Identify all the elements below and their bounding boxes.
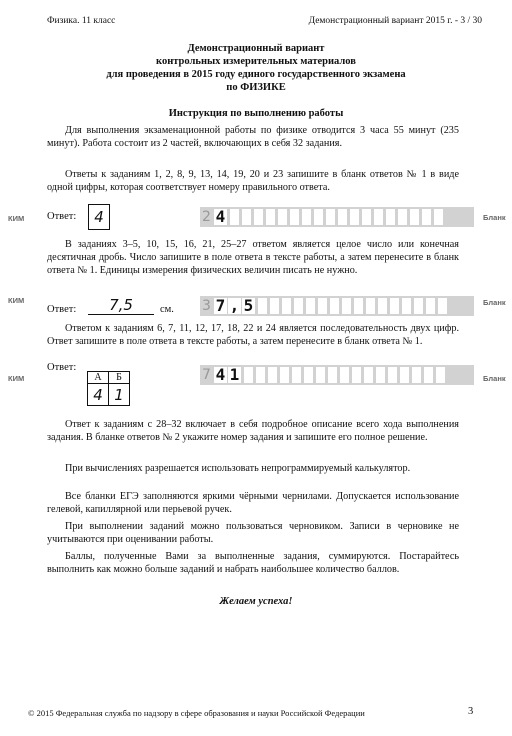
header-right: Демонстрационный вариант 2015 г. - 3 / 30 [308, 16, 482, 26]
answer-cell-a: 4 [88, 384, 109, 406]
answer-field: 7,5 [88, 296, 154, 315]
answer-box: 4 [88, 204, 110, 230]
answer-table [87, 371, 130, 406]
title-line-2: контрольных измерительных материалов [156, 56, 356, 67]
paragraph-5: Ответ к заданиям с 28–32 включает в себя подробное описание всего хода выполнения задания. В бланке ответов № 2 укажите номер задания и запишите его полное решение. [47, 419, 459, 443]
sheet-value: 4 [215, 207, 226, 226]
paragraph-3: В заданиях 3–5, 10, 15, 16, 21, 25–27 ответом является целое число или конечная десятичная дробь. Число запишите в поле ответа в тексте работы, а затем перенесите в бланк ответа № 1. Единицы измерения физических величин писать не нужно. [47, 239, 459, 276]
footer-copyright: © 2015 Федеральная служба по надзору в сфере образования и науки Российской Федерации [28, 708, 365, 718]
blank-label: Бланк [483, 298, 506, 307]
answer-sheet-strip [200, 365, 474, 385]
sheet-value: 7 [215, 296, 226, 315]
title-line-4: по ФИЗИКЕ [226, 82, 286, 93]
paragraph-9: Баллы, полученные Вами за выполненные задания, суммируются. Постарайтесь выполнить как можно больше заданий и набрать наибольшее количество баллов. [47, 551, 459, 575]
task-number: 3 [202, 298, 211, 314]
paragraph-2: Ответы к заданиям 1, 2, 8, 9, 13, 14, 19, 20 и 23 запишите в бланк ответов № 1 в виде одной цифры, которая соответствует номеру правильного ответа. [47, 169, 459, 193]
sheet-value: 1 [229, 365, 240, 384]
answer-cell-b: 1 [109, 384, 130, 406]
paragraph-1: Для выполнения экзаменационной работы по физике отводится 3 часа 55 минут (235 минут). Работа состоит из 2 частей, включающих в себя 32 задания. [47, 125, 459, 149]
kim-label: КИМ [8, 374, 25, 383]
column-b-header: Б [109, 372, 130, 384]
title-line-3: для проведения в 2015 году единого государственного экзамена [106, 69, 406, 80]
closing-wish: Желаем успеха! [219, 596, 293, 607]
answer-label: Ответ: [47, 362, 77, 373]
blank-label: Бланк [483, 374, 506, 383]
kim-label: КИМ [8, 296, 25, 305]
answer-label: Ответ: [47, 211, 77, 222]
paragraph-7: Все бланки ЕГЭ заполняются яркими чёрными чернилами. Допускается использование гелевой, капиллярной или перьевой ручек. [47, 491, 459, 515]
paragraph-4: Ответом к заданиям 6, 7, 11, 12, 17, 18, 22 и 24 является последовательность двух цифр. Ответ запишите в поле ответа в тексте работы, а затем перенесите в бланк ответа № 1. [47, 323, 459, 347]
blank-label: Бланк [483, 213, 506, 222]
page-number: 3 [468, 706, 474, 717]
header-left: Физика. 11 класс [47, 16, 116, 26]
paragraph-8: При выполнении заданий можно пользоваться черновиком. Записи в черновике не учитываются при оценивании работы. [47, 521, 459, 545]
sheet-value: , [229, 296, 240, 315]
title-line-1: Демонстрационный вариант [187, 43, 325, 54]
kim-label: КИМ [8, 214, 25, 223]
paragraph-6: При вычислениях разрешается использовать непрограммируемый калькулятор. [65, 463, 411, 474]
answer-sheet-strip [200, 296, 474, 316]
sheet-value: 4 [215, 365, 226, 384]
sheet-value: 5 [243, 296, 254, 315]
document-title [0, 42, 512, 94]
task-number: 7 [202, 367, 211, 383]
unit-label: см. [160, 304, 174, 315]
task-number: 2 [202, 209, 211, 225]
answer-sheet-strip [200, 207, 474, 227]
column-a-header: А [88, 372, 109, 384]
answer-label: Ответ: [47, 304, 77, 315]
instruction-title: Инструкция по выполнению работы [168, 108, 344, 119]
